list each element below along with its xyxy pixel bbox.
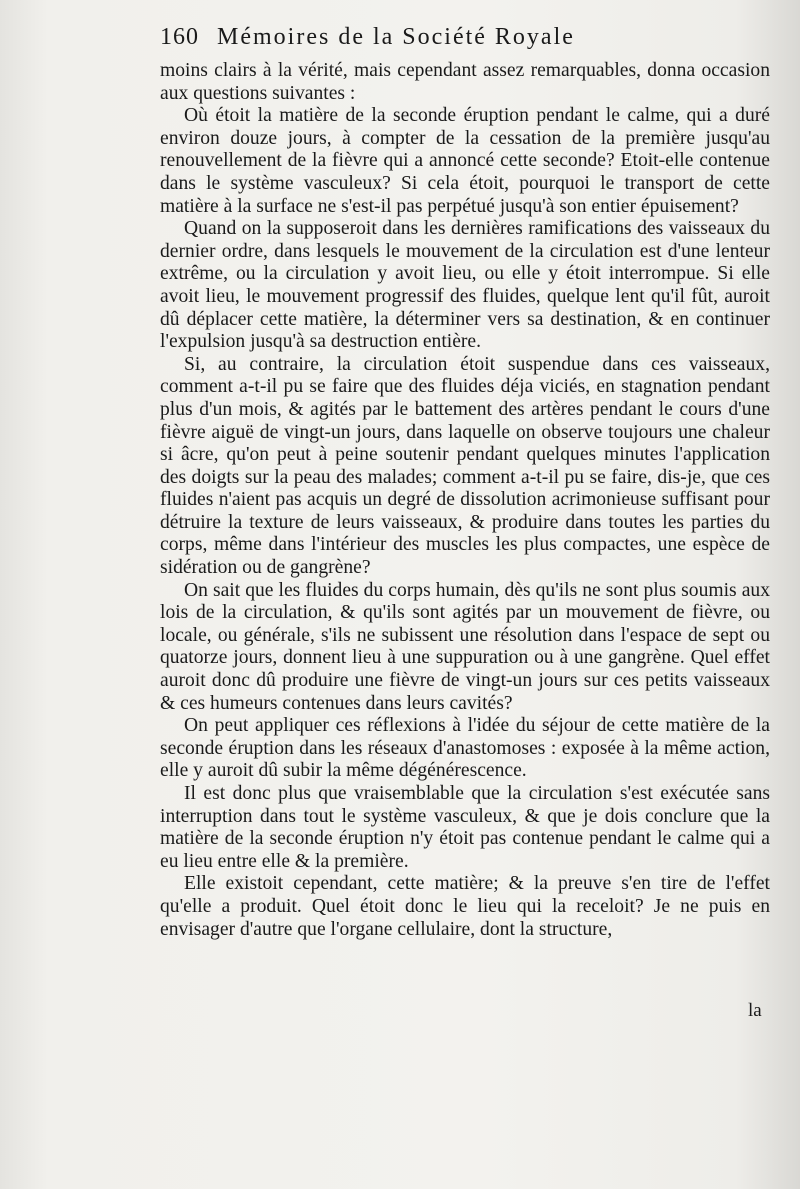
paragraph: On peut appliquer ces réflexions à l'idée du séjour de cette matière de la seconde éruption dans les réseaux d'anastomoses : exposée à la même action, elle y auroit dû subir la même dégénérescence. — [160, 715, 770, 782]
paragraph: Il est donc plus que vraisemblable que la circulation s'est exécutée sans interruption dans tout le système vasculeux, & que je dois conclure que la matière de la seconde éruption n'y étoit pas contenue pendant le calme qui a eu lieu entre elle & la première. — [160, 783, 770, 872]
paragraph: moins clairs à la vérité, mais cependant assez remarquables, donna occasion aux questions suivantes : — [160, 60, 770, 104]
catchword: la — [748, 1000, 762, 1021]
paragraph: On sait que les fluides du corps humain, dès qu'ils ne sont plus soumis aux lois de la circulation, & qu'ils sont agités par un mouvement de fièvre, ou locale, ou générale, s'ils ne subissent une résolution dans l'espace de sept ou quatorze jours, donnent lieu à une suppuration ou à une gangrène. Quel effet auroit donc dû produire une fièvre de vingt-un jours sur ces petits vaisseaux & ces humeurs contenues dans leurs cavités? — [160, 579, 770, 714]
paragraph: Quand on la supposeroit dans les dernières ramifications des vaisseaux du dernier ordre, dans lesquels le mouvement de la circulation est d'une lenteur extrême, ou la circulation y avoit lieu, ou elle y étoit interrompue. Si elle avoit lieu, le mouvement progressif des fluides, quelque lent qu'il fût, auroit dû déplacer cette matière, la déterminer vers sa destination, & en continuer l'expulsion jusqu'à sa destruction entière. — [160, 218, 770, 353]
page-number: 160 — [160, 24, 199, 50]
paragraph: Si, au contraire, la circulation étoit suspendue dans ces vaisseaux, comment a-t-il pu se faire que des fluides déja viciés, en stagnation pendant plus d'un mois, & agités par le battement des artères pendant le cours d'une fièvre aiguë de vingt-un jours, dans laquelle on observe toujours une chaleur si âcre, qu'on peut à peine soutenir pendant quelques minutes l'application des doigts sur la peau des malades; comment a-t-il pu se faire, dis-je, que ces fluides n'aient pas acquis un degré de dissolution acrimonieuse suffisant pour détruire la texture de leurs vaisseaux, & produire dans toutes les parties du corps, même dans l'intérieur des muscles les plus compactes, une espèce de sidération ou de gangrène? — [160, 353, 770, 579]
paragraph: Elle existoit cependant, cette matière; & la preuve s'en tire de l'effet qu'elle a produit. Quel étoit donc le lieu qui la receloit? Je ne puis en envisager d'autre que l'organe cellulaire, dont la structure, — [160, 873, 770, 940]
paragraph: Où étoit la matière de la seconde éruption pendant le calme, qui a duré environ douze jours, à compter de la cessation de la première jusqu'au renouvellement de la fièvre qui a annoncé cette seconde? Etoit-elle contenue dans le système vasculeux? Si cela étoit, pourquoi le transport de cette matière à la surface ne s'est-il pas perpétué jusqu'à son entier épuisement? — [160, 105, 770, 217]
page-header — [160, 24, 720, 51]
body-text — [160, 60, 770, 941]
running-title: Mémoires de la Société Royale — [217, 24, 575, 50]
